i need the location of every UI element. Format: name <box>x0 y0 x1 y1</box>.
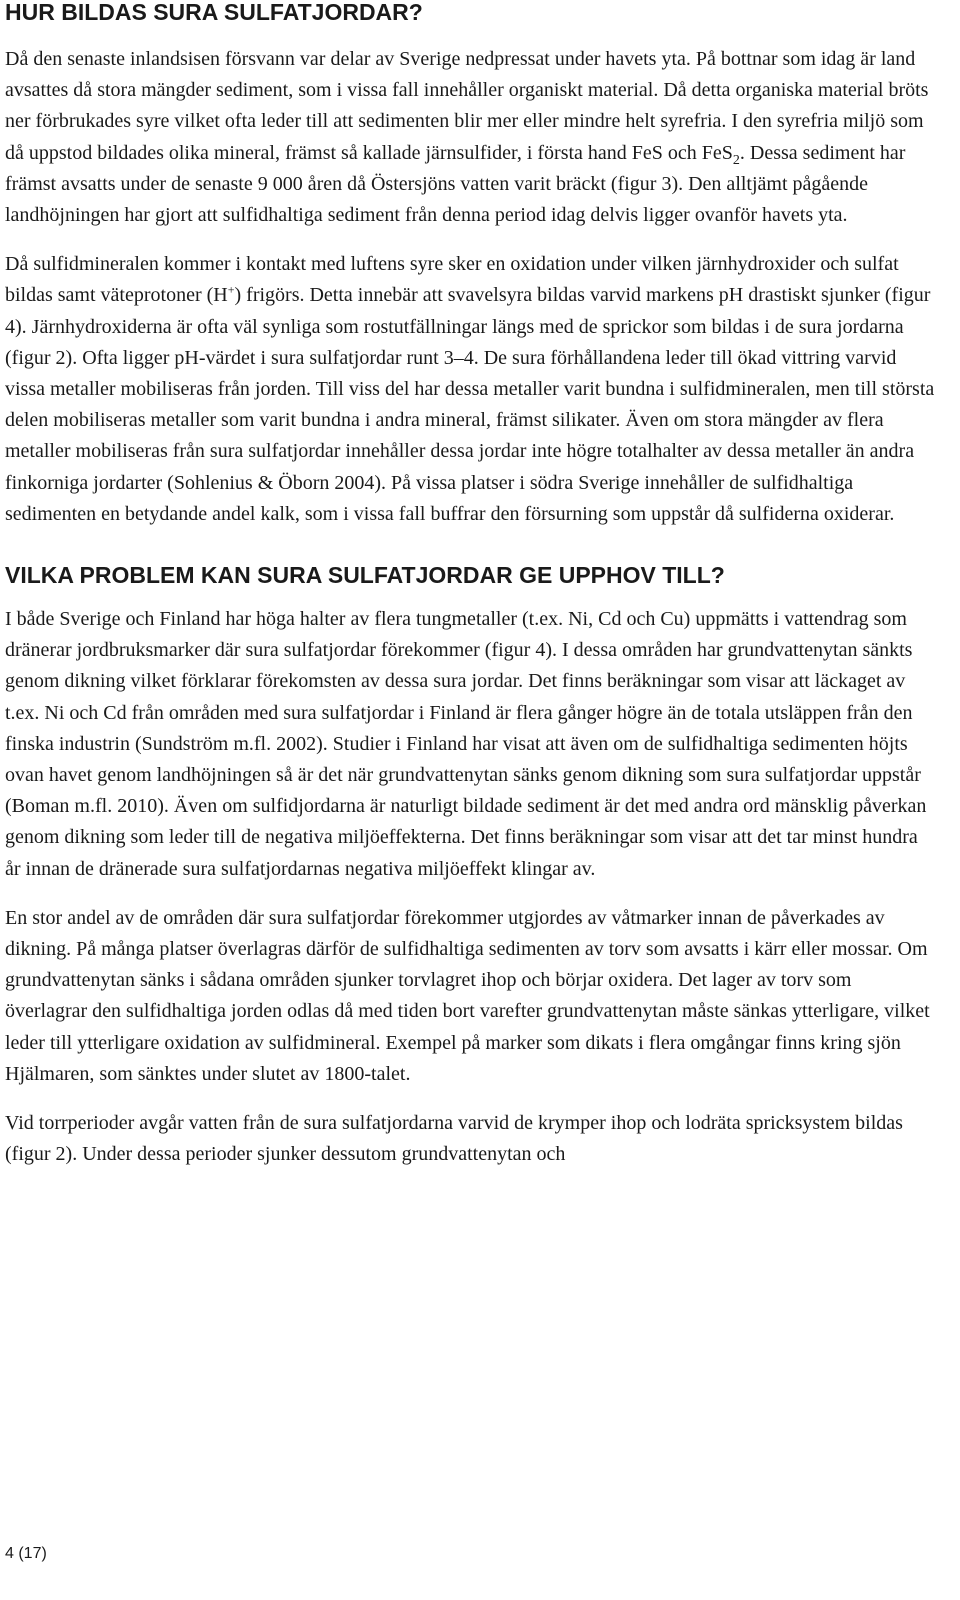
paragraph-formation-1 <box>5 44 938 231</box>
paragraph-problems-2: En stor andel av de områden där sura sulfatjordar förekommer utgjordes av våtmarker innan de påverkades av dikning. På många platser överlagras därför de sulfidhaltiga sedimenten av torv som avsatts i kärr eller mossar. Om grundvattenytan sänks i sådana områden sjunker torvlagret ihop och börjar oxidera. Det lager av torv som överlagrar den sulfidhaltiga jorden odlas då med tiden bort varefter grundvattenytan måste sänkas ytterligare, vilket leder till ytterligare oxidation av sulfidmineral. Exempel på marker som dikats i flera omgångar finns kring sjön Hjälmaren, som sänktes under slutet av 1800-talet. <box>5 906 930 1085</box>
paragraph-text: ) frigörs. Detta innebär att svavelsyra bildas varvid markens pH drastiskt sjunker (figur 4). Järnhydroxiderna är ofta väl synliga som rostutfällningar längs med de sprickor som bildas i de sura jordarna (figur 2). Ofta ligger pH-värdet i sura sulfatjordar runt 3–4. De sura förhållandena leder till ökad vittring varvid vissa metaller mobiliseras från jorden. Till viss del har dessa metaller varit bundna i sulfidmineralen, men till största delen mobiliseras metaller som varit bundna i andra mineral, främst silikater. Även om stora mängder av flera metaller mobiliseras från sura sulfatjordar innehåller dessa jordar inte högre totalhalter av dessa metaller än andra finkorniga jordarter (Sohlenius & Öborn 2004). På vissa platser i södra Sverige innehåller de sulfidhaltiga sedimenten en betydande andel kalk, som i vissa fall buffrar den försurning som uppstår då sulfiderna oxiderar. <box>5 284 935 525</box>
paragraph-text: Då sulfidmineralen kommer i kontakt med luftens syre sker en oxidation under vilken järnhydroxider och sulfat bildas samt väteprotoner (H <box>5 253 899 307</box>
section-heading-formation: HUR BILDAS SURA SULFATJORDAR? <box>5 0 423 25</box>
section-heading-problems: VILKA PROBLEM KAN SURA SULFATJORDAR GE UPPHOV TILL? <box>5 562 725 589</box>
page-number: 4 (17) <box>5 1545 47 1562</box>
paragraph-formation-2 <box>5 249 938 530</box>
paragraph-text: . Dessa sediment har främst avsatts under de senaste 9 000 åren då Östersjöns vatten varit bräckt (figur 3). Den alltjämt pågående landhöjningen har gjort att sulfidhaltiga sediment från denna period idag delvis ligger ovanför havets yta. <box>5 141 906 227</box>
subscript: 2 <box>732 152 740 168</box>
paragraph-problems-3: Vid torrperioder avgår vatten från de sura sulfatjordarna varvid de krymper ihop och lodräta spricksystem bildas (figur 2). Under dessa perioder sjunker dessutom grundvattenytan och <box>5 1112 903 1166</box>
paragraph-text: Då den senaste inlandsisen försvann var delar av Sverige nedpressat under havets yta. På bottnar som idag är land avsattes då stora mängder sediment, som i vissa fall innehåller organiskt material. Då detta organiska material bröts ner förbrukades syre vilket ofta leder till att sedimenten blir mer eller mindre helt syrefria. I den syrefria miljö som då uppstod bildades olika mineral, främst så kallade järnsulfider, i första hand FeS och FeS <box>5 48 929 164</box>
paragraph-problems-1: I både Sverige och Finland har höga halter av flera tungmetaller (t.ex. Ni, Cd och Cu) uppmätts i vattendrag som dränerar jordbruksmarker där sura sulfatjordar förekommer (figur 4). I dessa områden har grundvattenytan sänkts genom dikning vilket förklarar förekomsten av dessa sura jordar. Det finns beräkningar som visar att läckaget av t.ex. Ni och Cd från områden med sura sulfatjordar i Finland är flera gånger högre än de totala utsläppen från den finska industrin (Sundström m.fl. 2002). Studier i Finland har visat att även om de sulfidhaltiga sedimenten höjts ovan havet genom landhöjningen så är det när grundvattenytan sänks genom dikning som sura sulfatjordar uppstår (Boman m.fl. 2010). Även om sulfidjordarna är naturligt bildade sediment är det med andra ord mänsklig påverkan genom dikning som leder till de negativa miljöeffekterna. Det finns beräkningar som visar att det tar minst hundra år innan de dränerade sura sulfatjordarnas negativa miljöeffekt klingar av. <box>5 608 927 880</box>
superscript: + <box>227 282 235 297</box>
